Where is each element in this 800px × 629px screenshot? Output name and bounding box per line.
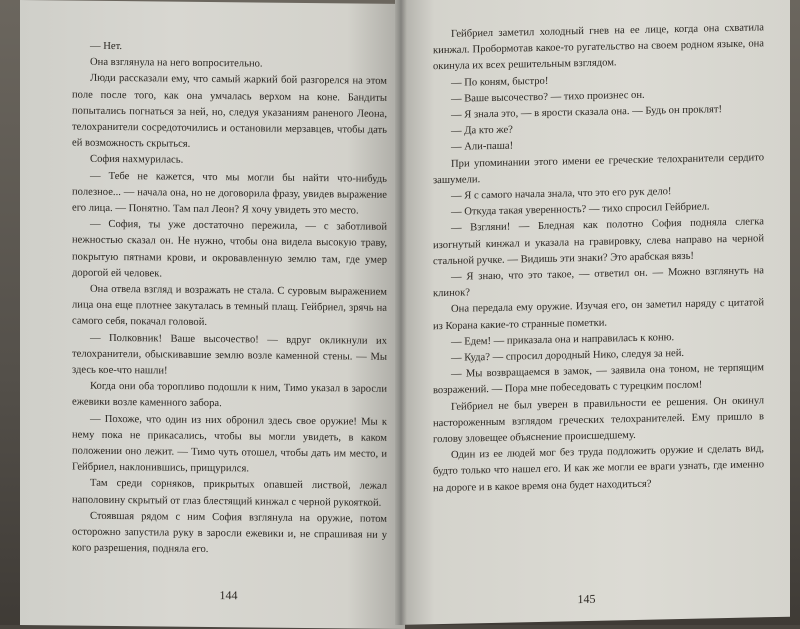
paragraph: — Взгляни! — Бледная как полотно София подняла слегка изогнутый кинжал и указала на гравировку, слева направо на черной стальной ручке. — Видишь эти знаки? Это арабская вязь! — [433, 216, 764, 268]
left-page — [20, 0, 405, 629]
paragraph: Она передала ему оружие. Изучая его, он заметил наряду с цитатой из Корана какие-то странные пометки. — [433, 297, 764, 332]
paragraph: — Едем! — приказала она и направилась к коню. — [451, 332, 675, 348]
paragraph: Она взглянула на него вопросительно. — [90, 56, 263, 70]
right-page-text — [433, 20, 764, 497]
paragraph: Гейбриел не был уверен в правильности ее решения. Он окинул настороженным взглядом греческих телохранителей. Ему пришло в голову зловещее объяснение происшедшему. — [433, 394, 764, 446]
paragraph: Гейбриел заметил холодный гнев на ее лице, когда она схватила кинжал. Пробормотав какое-то ругательство на своем родном языке, она окинула их всех решительным взглядом. — [433, 22, 764, 73]
paragraph: — Полковник! Ваше высочество! — вдруг окликнули их телохранители, обыскивавшие землю возле каменной стены. — Мы здесь кое-что нашли! — [72, 332, 387, 377]
paragraph: Стоявшая рядом с ним София взглянула на оружие, потом осторожно запустила руку в заросли ежевики и, не спрашивая ни у кого разрешения, подняла его. — [72, 510, 387, 556]
paragraph: — Ваше высочество? — тихо произнес он. — [451, 89, 645, 105]
paragraph: — Я знала это, — в ярости сказала она. — Будь он проклят! — [451, 104, 723, 121]
paragraph: — Тебе не кажется, что мы могли бы найти что-нибудь полезное... — начала она, но не договорила фразу, увидев выражение его лица. — Понятно. Там пал Леон? Я хочу увидеть это место. — [72, 170, 387, 217]
paragraph: София нахмурилась. — [90, 154, 184, 167]
book-spine — [395, 0, 407, 625]
paragraph: — Али-паша! — [451, 140, 514, 154]
paragraph: — Откуда такая уверенность? — тихо спросил Гейбриел. — [451, 201, 710, 219]
paragraph: Люди рассказали ему, что самый жаркий бой разгорелся на этом поле после того, как она умчалась верхом на коне. Бандиты попытались погнаться за ней, но, следуя указаниям раненого Леона, телохранители сосредоточились и остановили мерзавцев, чтобы дать ей возможность скрыться. — [72, 73, 387, 151]
paragraph: — Я с самого начала знала, что это его рук дело! — [451, 186, 672, 202]
paragraph: — Нет. — [90, 40, 123, 53]
page-number-right: 145 — [577, 591, 596, 606]
paragraph: Она отвела взгляд и возражать не стала. С суровым выражением лица она еще плотнее закуталась в темный плащ. Гейбриел, зрячь на самого себя, покачал головой. — [72, 283, 387, 329]
paragraph: — София, ты уже достаточно пережила, — с заботливой нежностью сказал он. Не нужно, чтобы она видела высокую траву, покрытую пятнами крови, и окровавленную землю там, где умер дорогой ей человек. — [72, 218, 387, 280]
right-page — [395, 0, 790, 625]
paragraph: Когда они оба торопливо подошли к ним, Тимо указал в заросли ежевики возле каменного забора. — [72, 380, 387, 410]
paragraph: — Да кто же? — [451, 124, 513, 138]
page-number-left: 144 — [219, 587, 238, 603]
paragraph: — Куда? — спросил дородный Нико, следуя за ней. — [451, 348, 685, 364]
paragraph: — Мы возвращаемся в замок, — заявила она тоном, не терпящим возражений. — Пора мне побеседовать с турецким послом! — [433, 362, 764, 397]
paragraph: При упоминании этого имени ее греческие телохранители сердито зашумели. — [433, 151, 764, 187]
left-page-text — [72, 39, 387, 561]
paragraph: — Я знаю, что это такое, — ответил он. — Можно взглянуть на клинок? — [433, 265, 764, 300]
paragraph: Один из еe людей мог без труда подложить оружие и сделать вид, будто только что нашел его. И как же могли ее враги узнать, где именно на дороге и в какое время она будет находиться? — [433, 443, 764, 494]
paragraph: Там среди сорняков, прикрытых опавшей листвой, лежал наполовину скрытый от глаз блестящий кинжал с черной рукояткой. — [72, 478, 387, 509]
paragraph: — Похоже, что один из них обронил здесь свое оружие! Мы к нему пока не прикасались, чтобы вы могли увидеть, в каком положении оно лежит. — Тимо чуть отошел, чтобы дать им место, и Гейбриел, наклонившись, прищурился. — [72, 413, 387, 475]
paragraph: — По коням, быстро! — [451, 75, 549, 89]
